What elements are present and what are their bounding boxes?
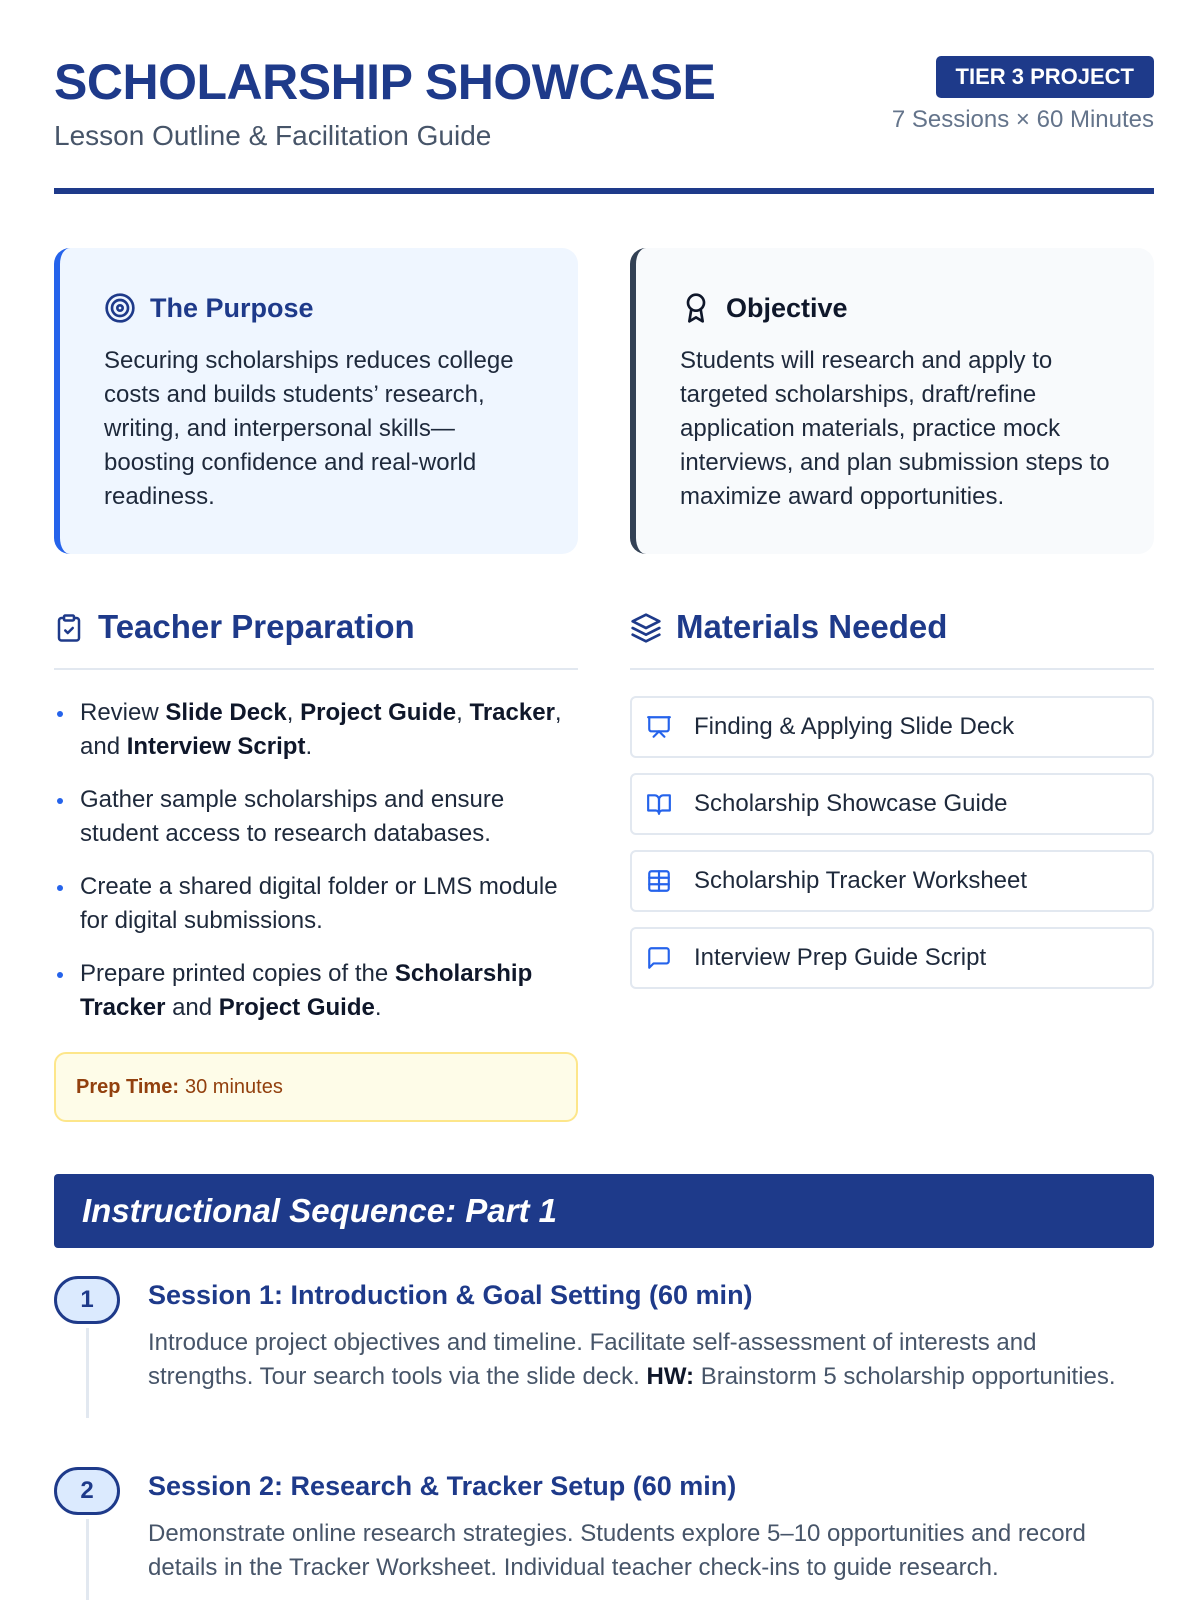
timeline-connector: [86, 1519, 89, 1600]
teacher-prep-list: [54, 696, 578, 1044]
purpose-heading: The Purpose: [150, 292, 314, 323]
list-item: Gather sample scholarships and ensure student access to research databases.: [54, 783, 578, 851]
prep-time-label: Prep Time:: [76, 1075, 179, 1098]
page-subtitle: Lesson Outline & Facilitation Guide: [54, 120, 492, 151]
session-description: Introduce project objectives and timeline. Facilitate self-assessment of interests and strengths. Tour search tools via the slide deck. HW: Brainstorm 5 scholarship opportunities.: [148, 1329, 1116, 1390]
list-item: Review Slide Deck, Project Guide, Tracker, and Interview Script.: [54, 696, 578, 764]
objective-heading: Objective: [726, 292, 848, 323]
sequence-banner: [54, 1174, 1154, 1248]
material-item: [630, 850, 1154, 912]
sequence-heading: Instructional Sequence: Part 1: [82, 1192, 557, 1229]
material-label: Finding & Applying Slide Deck: [694, 713, 1015, 740]
table-icon: [646, 868, 672, 894]
page-header: [54, 52, 1154, 194]
layers-icon: [630, 612, 662, 644]
session-title: Session 2: Research & Tracker Setup (60 min): [148, 1471, 737, 1501]
materials-heading: Materials Needed: [676, 608, 948, 645]
book-open-icon: [646, 791, 672, 817]
material-label: Interview Prep Guide Script: [694, 944, 987, 971]
material-item: [630, 773, 1154, 835]
target-icon: [104, 292, 136, 324]
list-item: Prepare printed copies of the Scholarship Tracker and Project Guide.: [54, 957, 578, 1025]
timeline-connector: [86, 1328, 89, 1418]
material-label: Scholarship Tracker Worksheet: [694, 867, 1028, 894]
material-item: [630, 927, 1154, 989]
presentation-icon: [646, 714, 672, 740]
objective-text: Students will research and apply to targeted scholarships, draft/refine application materials, practice mock interviews, and plan submission steps to maximize award opportunities.: [680, 347, 1110, 510]
tier-badge: TIER 3 PROJECT: [936, 56, 1154, 98]
award-icon: [680, 292, 712, 324]
purpose-card: [54, 248, 578, 554]
session-number-badge: 1: [54, 1276, 120, 1324]
material-label: Scholarship Showcase Guide: [694, 790, 1008, 817]
sessions-meta: 7 Sessions × 60 Minutes: [891, 106, 1154, 133]
session-description: Demonstrate online research strategies. Students explore 5–10 opportunities and record details in the Tracker Worksheet. Individual teacher check-ins to guide research.: [148, 1520, 1086, 1581]
purpose-text: Securing scholarships reduces college costs and builds students’ research, writing, and interpersonal skills—boosting confidence and real-world readiness.: [104, 347, 514, 510]
materials-list: [630, 696, 1154, 1004]
list-item: Create a shared digital folder or LMS module for digital submissions.: [54, 870, 578, 938]
material-item: [630, 696, 1154, 758]
page-title: SCHOLARSHIP SHOWCASE: [54, 54, 716, 110]
materials-header: [630, 606, 1154, 670]
prep-time-value: 30 minutes: [185, 1075, 283, 1098]
session-title: Session 1: Introduction & Goal Setting (60 min): [148, 1280, 753, 1310]
session-number-badge: 2: [54, 1467, 120, 1515]
objective-card: [630, 248, 1154, 554]
clipboard-check-icon: [54, 612, 84, 644]
purpose-heading-row: [104, 292, 536, 324]
teacher-prep-heading: Teacher Preparation: [98, 608, 415, 645]
objective-heading-row: [680, 292, 1112, 324]
message-square-icon: [646, 945, 672, 971]
teacher-prep-header: [54, 606, 578, 670]
prep-time-box: [54, 1052, 578, 1122]
